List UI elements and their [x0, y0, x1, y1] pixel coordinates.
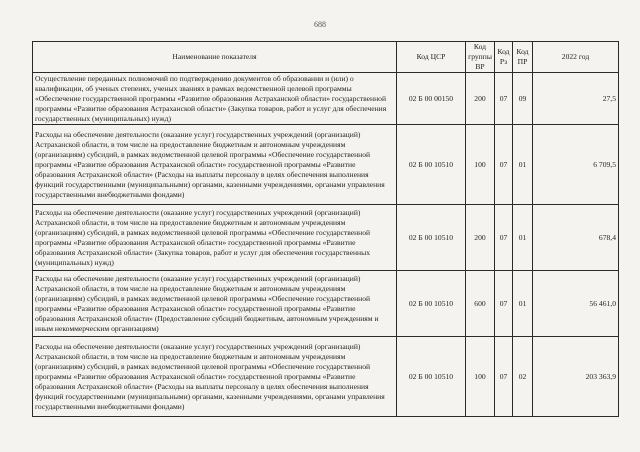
row-pr-code: 09: [513, 73, 533, 125]
header-csr-code: Код ЦСР: [397, 42, 466, 73]
row-rz-code: 07: [495, 125, 513, 205]
row-vr-code: 100: [466, 337, 495, 417]
table-row: [33, 337, 619, 417]
row-csr-code: 02 Б 00 10510: [397, 205, 466, 271]
row-amount: 678,4: [533, 205, 619, 271]
row-amount: 27,5: [533, 73, 619, 125]
row-csr-code: 02 Б 00 10510: [397, 271, 466, 337]
row-amount: 56 461,0: [533, 271, 619, 337]
row-description: Расходы на обеспечение деятельности (оказание услуг) государственных учреждений (организаций) Астраханской области, в том числе на предоставление бюджетным и автономным учреждениям (организациям) субсидий, в рамках ведомственной целевой программы «Обеспечение государственной программы «Развитие образования Астраханской области» государственной программы «Развитие образования Астраханской области» (Закупка товаров, работ и услуг для обеспечения государственных (муниципальных) нужд): [33, 205, 397, 271]
row-pr-code: 02: [513, 337, 533, 417]
header-row: [33, 42, 619, 73]
row-rz-code: 07: [495, 337, 513, 417]
header-year: 2022 год: [533, 42, 619, 73]
row-description: Расходы на обеспечение деятельности (оказание услуг) государственных учреждений (организаций) Астраханской области, в том числе на предоставление бюджетным и автономным учреждениям (организациям) субсидий, в рамках ведомственной целевой программы «Обеспечение государственной программы «Развитие образования Астраханской области» государственной программы «Развитие образования Астраханской области» (Предоставление субсидий бюджетным, автономным учреждениям и иным некоммерческим организациям): [33, 271, 397, 337]
row-csr-code: 02 Б 00 00150: [397, 73, 466, 125]
row-vr-code: 100: [466, 125, 495, 205]
row-rz-code: 07: [495, 271, 513, 337]
row-rz-code: 07: [495, 73, 513, 125]
row-vr-code: 600: [466, 271, 495, 337]
table-row: [33, 125, 619, 205]
row-description: Расходы на обеспечение деятельности (оказание услуг) государственных учреждений (организаций) Астраханской области, в том числе на предоставление бюджетным и автономным учреждениям (организациям) субсидий, в рамках ведомственной целевой программы «Обеспечение государственной программы «Развитие образования Астраханской области» государственной программы «Развитие образования Астраханской области» (Расходы на выплаты персоналу в целях обеспечения выполнения функций государственными (муниципальными) органами, казенными учреждениями, органами управления государственными внебюджетными фондами): [33, 125, 397, 205]
table-row: [33, 271, 619, 337]
row-csr-code: 02 Б 00 10510: [397, 125, 466, 205]
row-pr-code: 01: [513, 125, 533, 205]
row-amount: 203 363,9: [533, 337, 619, 417]
row-description: Расходы на обеспечение деятельности (оказание услуг) государственных учреждений (организаций) Астраханской области, в том числе на предоставление бюджетным и автономным учреждениям (организациям) субсидий, в рамках ведомственной целевой программы «Обеспечение государственной программы «Развитие образования Астраханской области» государственной программы «Развитие образования Астраханской области» (Расходы на выплаты персоналу в целях обеспечения выполнения функций государственными (муниципальными) органами, казенными учреждениями, органами управления государственными внебюджетными фондами): [33, 337, 397, 417]
row-pr-code: 01: [513, 271, 533, 337]
row-pr-code: 01: [513, 205, 533, 271]
budget-table: [32, 41, 619, 417]
header-rz-code: Код Рз: [495, 42, 513, 73]
header-description: Наименование показателя: [33, 42, 397, 73]
row-vr-code: 200: [466, 73, 495, 125]
row-description: Осуществление переданных полномочий по подтверждению документов об образовании и (или) о квалификации, об ученых степенях, ученых званиях в рамках ведомственной целевой программы «Обеспечение государственной программы «Развитие образования Астраханской области» государственной программы «Развитие образования Астраханской области» (Закупка товаров, работ и услуг для обеспечения государственных (муниципальных) нужд): [33, 73, 397, 125]
table-row: [33, 205, 619, 271]
table-body: [33, 73, 619, 417]
table-header: [33, 42, 619, 73]
row-csr-code: 02 Б 00 10510: [397, 337, 466, 417]
page-number: 688: [314, 20, 326, 29]
header-vr-code: Код группы ВР: [466, 42, 495, 73]
table-row: [33, 73, 619, 125]
header-pr-code: Код ПР: [513, 42, 533, 73]
row-rz-code: 07: [495, 205, 513, 271]
row-amount: 6 709,5: [533, 125, 619, 205]
row-vr-code: 200: [466, 205, 495, 271]
